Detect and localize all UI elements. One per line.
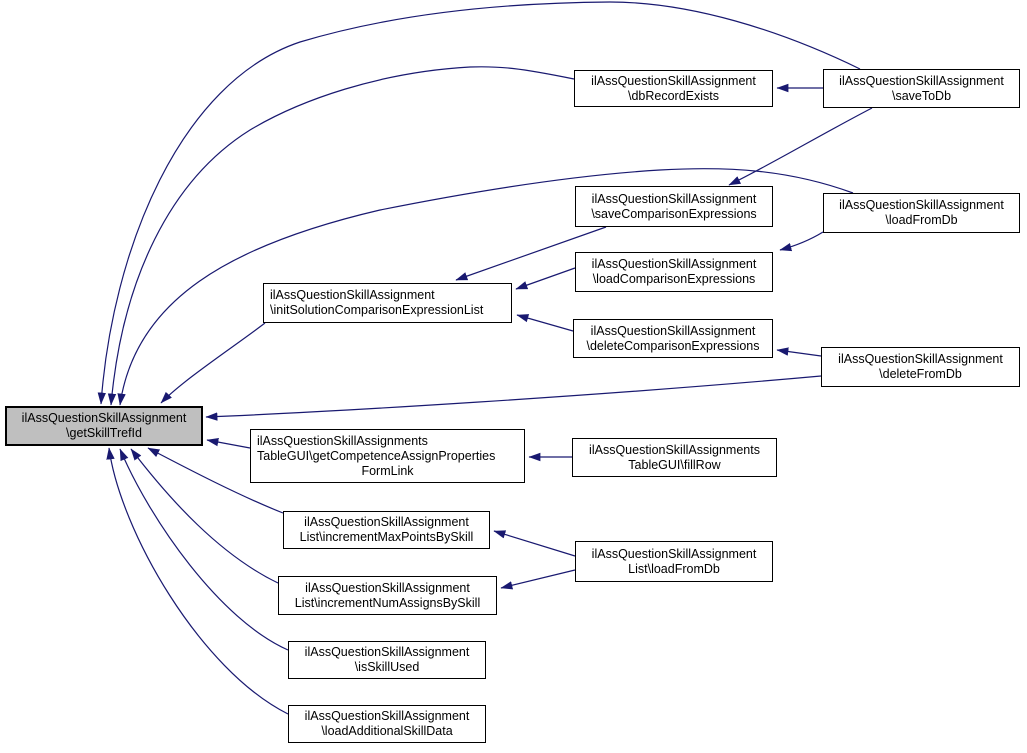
graph-node-label-line: \saveComparisonExpressions — [591, 206, 757, 221]
graph-node-loadAdditionalSkillData[interactable] — [288, 705, 486, 743]
graph-node-label-line: \saveToDb — [891, 88, 952, 103]
edge-saveToDb-to-saveComparisonExpressions — [729, 108, 872, 185]
graph-node-deleteFromDb[interactable] — [821, 347, 1020, 387]
edge-getCompetenceAssignPropertiesFormLink-to-getSkillTrefId — [207, 440, 250, 448]
graph-node-label-line: \loadAdditionalSkillData — [321, 724, 453, 738]
graph-node-label-line: ilAssQuestionSkillAssignment — [591, 257, 757, 271]
graph-node-label-line: ilAssQuestionSkillAssignment — [591, 73, 756, 88]
graph-node-label-line: \dbRecordExists — [627, 88, 719, 103]
graph-node-label-line: ilAssQuestionSkillAssignment — [270, 288, 435, 302]
graph-node-label-line: \isSkillUsed — [354, 660, 420, 674]
graph-node-getCompetenceAssignPropertiesFormLink[interactable] — [250, 429, 525, 483]
edge-loadFromDb-to-loadComparisonExpressions — [780, 232, 823, 250]
graph-node-isSkillUsed[interactable] — [288, 641, 486, 679]
edge-initSolutionComparisonExpressionList-to-getSkillTrefId — [161, 323, 265, 403]
graph-node-loadComparisonExpressions[interactable] — [575, 252, 773, 292]
graph-node-label-line: ilAssQuestionSkillAssignment — [590, 323, 756, 338]
graph-node-label-line: ilAssQuestionSkillAssignments — [589, 442, 760, 457]
graph-node-label-line: TableGUI\fillRow — [628, 457, 721, 472]
edge-deleteComparisonExpressions-to-initSolutionComparisonExpressionList — [517, 315, 573, 331]
edge-deleteFromDb-to-getSkillTrefId — [206, 376, 821, 417]
edge-loadAdditionalSkillData-to-getSkillTrefId — [109, 448, 288, 714]
graph-node-incrementNumAssignsBySkill[interactable] — [278, 576, 497, 615]
edge-listLoadFromDb-to-incrementNumAssignsBySkill — [501, 570, 575, 588]
graph-node-label-line: List\incrementNumAssignsBySkill — [294, 595, 481, 610]
graph-node-label-line: FormLink — [361, 463, 414, 478]
graph-node-saveToDb[interactable] — [823, 69, 1020, 108]
graph-node-deleteComparisonExpressions[interactable] — [573, 319, 773, 358]
graph-node-label-line: \deleteComparisonExpressions — [586, 338, 760, 353]
graph-node-saveComparisonExpressions[interactable] — [575, 186, 773, 227]
graph-node-dbRecordExists[interactable] — [574, 70, 773, 107]
graph-node-label-line: ilAssQuestionSkillAssignment — [591, 546, 757, 561]
graph-node-listLoadFromDb[interactable] — [575, 541, 773, 582]
graph-node-label-line: ilAssQuestionSkillAssignment — [305, 580, 470, 595]
edge-loadComparisonExpressions-to-initSolutionComparisonExpressionList — [516, 268, 575, 289]
graph-node-label-line: ilAssQuestionSkillAssignment — [591, 191, 757, 206]
graph-node-label-line: \loadFromDb — [885, 213, 958, 227]
edge-dbRecordExists-to-getSkillTrefId — [111, 67, 574, 405]
edge-listLoadFromDb-to-incrementMaxPointsBySkill — [494, 531, 575, 556]
graph-node-loadFromDb[interactable] — [823, 193, 1020, 233]
graph-node-label-line: List\incrementMaxPointsBySkill — [299, 530, 474, 544]
graph-node-label-line: ilAssQuestionSkillAssignments — [257, 433, 428, 448]
graph-node-label-line: ilAssQuestionSkillAssignment — [838, 352, 1003, 366]
graph-node-label-line: \deleteFromDb — [879, 367, 962, 381]
graph-node-label-line: \initSolutionComparisonExpressionList — [270, 303, 484, 317]
graph-node-label-line: ilAssQuestionSkillAssignment — [21, 411, 187, 425]
graph-node-label-line: ilAssQuestionSkillAssignment — [839, 198, 1004, 212]
graph-node-getSkillTrefId — [5, 406, 203, 446]
graph-node-label-line: TableGUI\getCompetenceAssignProperties — [257, 448, 496, 463]
graph-node-fillRow[interactable] — [572, 438, 777, 477]
graph-node-label-line: \loadComparisonExpressions — [592, 272, 756, 286]
graph-node-label-line: ilAssQuestionSkillAssignment — [304, 645, 470, 659]
graph-node-label-line: ilAssQuestionSkillAssignment — [839, 73, 1004, 88]
graph-node-initSolutionComparisonExpressionList[interactable] — [263, 283, 512, 323]
graph-node-label-line: ilAssQuestionSkillAssignment — [304, 515, 469, 529]
graph-node-label-line: \getSkillTrefId — [66, 426, 142, 440]
graph-node-label-line: List\loadFromDb — [628, 561, 720, 576]
edge-deleteFromDb-to-deleteComparisonExpressions — [777, 350, 821, 356]
graph-node-incrementMaxPointsBySkill[interactable] — [283, 511, 490, 549]
graph-node-label-line: ilAssQuestionSkillAssignment — [304, 709, 470, 723]
